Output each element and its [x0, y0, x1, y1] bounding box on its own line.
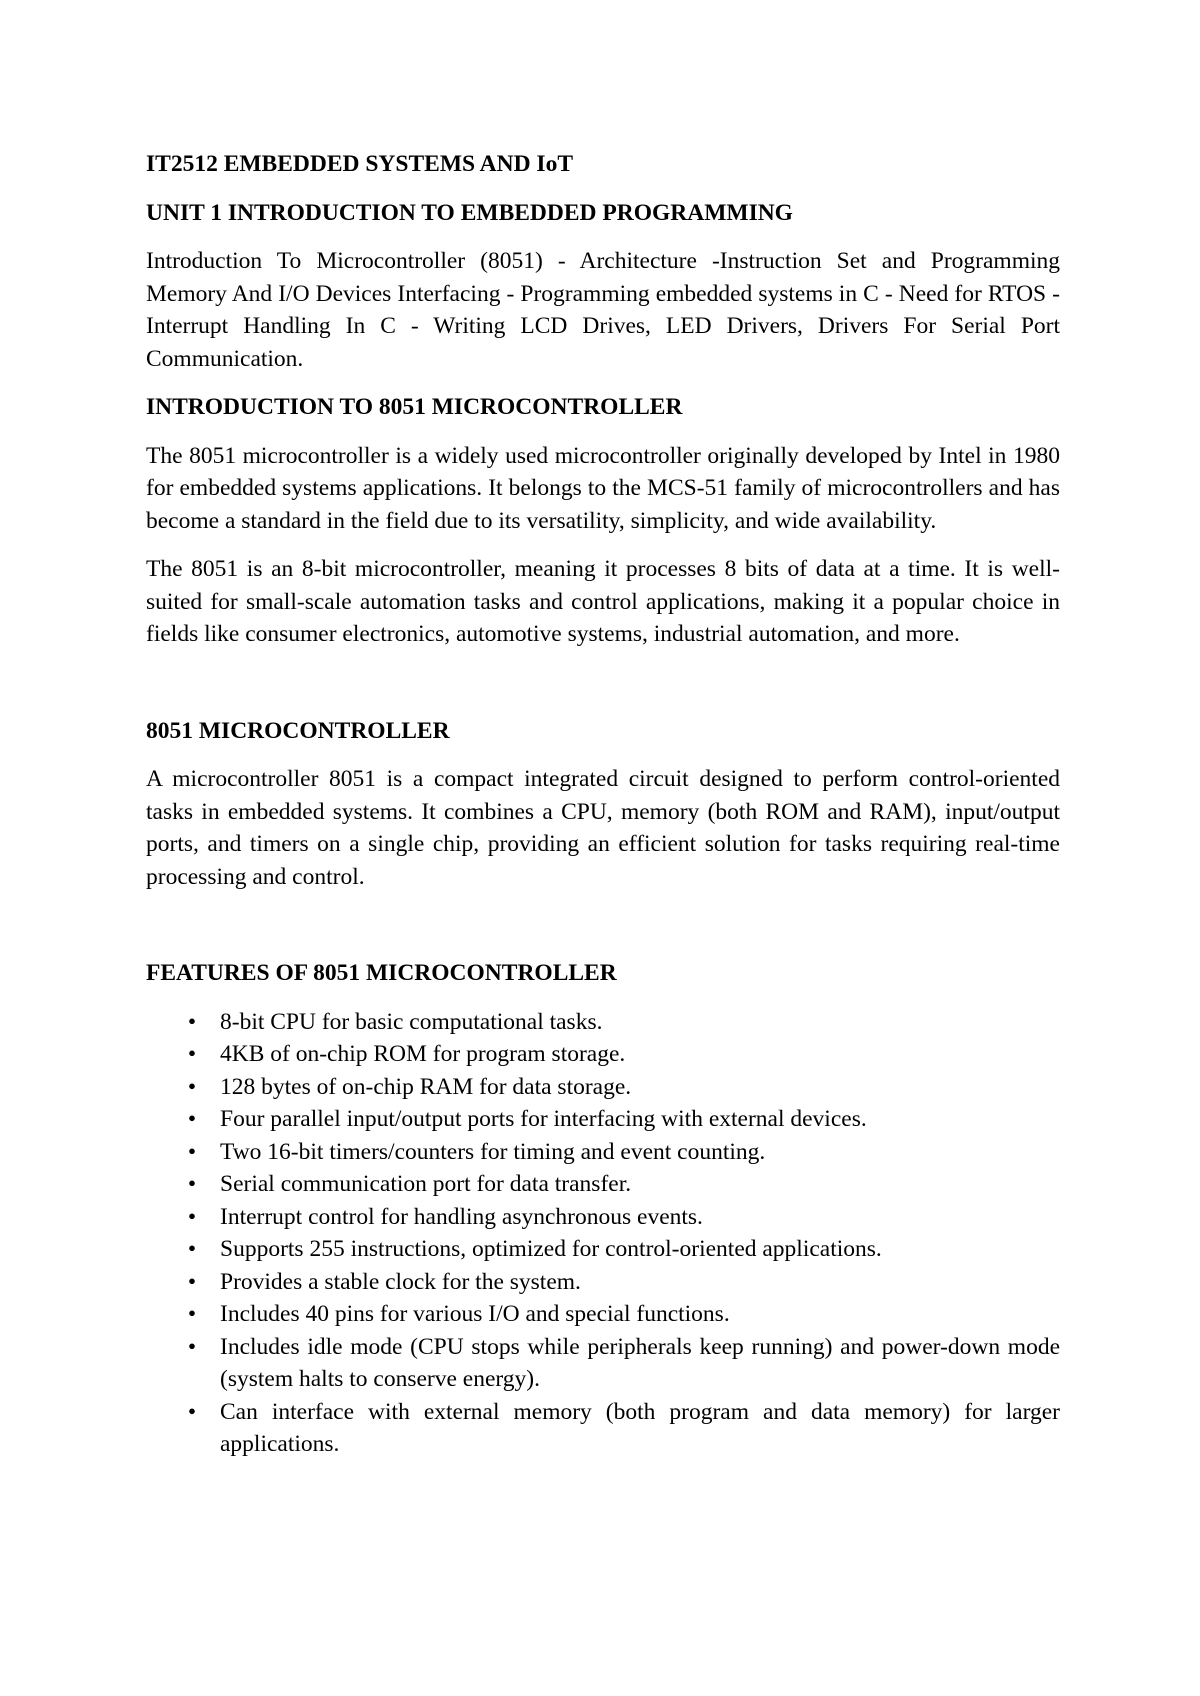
- course-title: IT2512 EMBEDDED SYSTEMS AND IoT: [146, 151, 574, 177]
- list-item: [146, 1103, 1060, 1136]
- feature-text: Includes idle mode (CPU stops while peripherals keep running) and power-down mode (system halts to conserve energy).: [220, 1333, 1060, 1392]
- unit-title: UNIT 1 INTRODUCTION TO EMBEDDED PROGRAMMING: [146, 199, 793, 226]
- microcontroller-heading: 8051 MICROCONTROLLER: [146, 717, 450, 744]
- feature-text: Interrupt control for handling asynchronous events.: [220, 1203, 703, 1230]
- feature-text: Four parallel input/output ports for interfacing with external devices.: [220, 1106, 867, 1132]
- syllabus-paragraph: Introduction To Microcontroller (8051) - Architecture -Instruction Set and Programming Memory And I/O Devices Interfacing - Programming embedded systems in C - Need for RTOS - Interrupt Handling In C - Writing LCD Drives, LED Drivers, Drivers For Serial Port Communication.: [146, 248, 1060, 372]
- feature-text: Supports 255 instructions, optimized for control-oriented applications.: [220, 1236, 882, 1262]
- list-item: [146, 1201, 1060, 1234]
- list-item: [146, 1168, 1060, 1201]
- feature-text: 8-bit CPU for basic computational tasks.: [220, 1008, 603, 1035]
- intro-heading: INTRODUCTION TO 8051 MICROCONTROLLER: [146, 394, 683, 420]
- feature-text: 128 bytes of on-chip RAM for data storage.: [220, 1073, 632, 1100]
- document-body: [146, 148, 1060, 1461]
- bullet-icon: •: [187, 1008, 197, 1035]
- microcontroller-paragraph: A microcontroller 8051 is a compact integrated circuit designed to perform control-oriented tasks in embedded systems. It combines a CPU, memory (both ROM and RAM), input/output ports, and timers on a single chip, providing an efficient solution for tasks requiring real-time processing and control.: [146, 766, 1060, 890]
- bullet-icon: •: [187, 1041, 197, 1067]
- bullet-icon: •: [187, 1301, 197, 1327]
- intro-paragraph-1: The 8051 microcontroller is a widely used microcontroller originally developed by Intel in 1980 for embedded systems applications. It belongs to the MCS-51 family of microcontrollers and has become a standard in the field due to its versatility, simplicity, and wide availability.: [146, 442, 1060, 534]
- feature-text: Includes 40 pins for various I/O and special functions.: [220, 1301, 730, 1327]
- list-item: [146, 1136, 1060, 1169]
- bullet-icon: •: [187, 1138, 197, 1165]
- list-item: [146, 1331, 1060, 1396]
- feature-text: Serial communication port for data transfer.: [220, 1171, 632, 1197]
- feature-text: Can interface with external memory (both program and data memory) for larger applications.: [220, 1398, 1060, 1457]
- bullet-icon: •: [187, 1236, 197, 1262]
- bullet-icon: •: [187, 1073, 197, 1100]
- list-item: [146, 1038, 1060, 1071]
- feature-text: Two 16-bit timers/counters for timing and event counting.: [220, 1138, 766, 1165]
- bullet-icon: •: [187, 1203, 197, 1230]
- features-heading: FEATURES OF 8051 MICROCONTROLLER: [146, 960, 617, 986]
- intro-paragraph-2: The 8051 is an 8-bit microcontroller, meaning it processes 8 bits of data at a time. It is well-suited for small-scale automation tasks and control applications, making it a popular choice in fields like consumer electronics, automotive systems, industrial automation, and more.: [146, 556, 1060, 647]
- feature-text: 4KB of on-chip ROM for program storage.: [220, 1041, 626, 1067]
- bullet-icon: •: [187, 1398, 197, 1425]
- features-list: [146, 1006, 1060, 1461]
- bullet-icon: •: [187, 1106, 197, 1132]
- section-spacer: [146, 667, 1060, 715]
- bullet-icon: •: [187, 1333, 197, 1360]
- bullet-icon: •: [187, 1171, 197, 1197]
- list-item: [146, 1266, 1060, 1299]
- list-item: [146, 1006, 1060, 1039]
- list-item: [146, 1071, 1060, 1104]
- feature-text: Provides a stable clock for the system.: [220, 1268, 581, 1295]
- list-item: [146, 1298, 1060, 1331]
- section-spacer: [146, 909, 1060, 957]
- list-item: [146, 1396, 1060, 1461]
- list-item: [146, 1233, 1060, 1266]
- bullet-icon: •: [187, 1268, 197, 1295]
